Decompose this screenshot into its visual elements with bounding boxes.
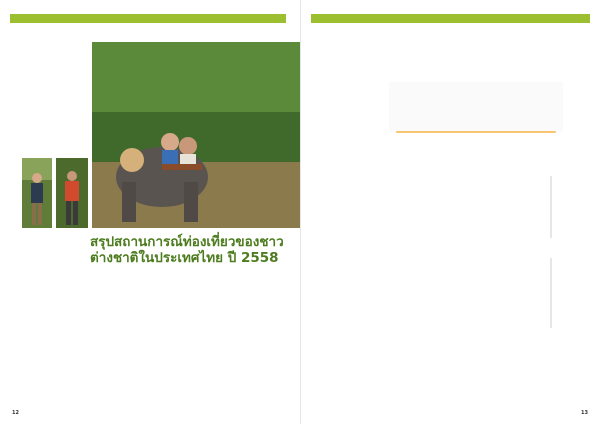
chart1-svg (361, 82, 591, 142)
chart1-frame (361, 82, 591, 142)
elephant-trekking-photo (92, 42, 300, 228)
page-number-right: 13 (581, 410, 588, 416)
tourist-photo-1 (22, 158, 52, 228)
tourist-photo-2 (56, 158, 88, 228)
page-number-left: 12 (12, 410, 19, 416)
footer-right (581, 410, 588, 416)
header-strip-right (311, 14, 590, 23)
chart3-frame (361, 258, 591, 328)
chart1-plot-area (389, 82, 563, 132)
right-page (300, 0, 600, 424)
chart2-svg (361, 176, 591, 238)
chart3-svg (361, 258, 591, 328)
chart2-frame (361, 176, 591, 238)
page-headline: สรุปสถานการณ์ท่องเที่ยวของชาวต่างชาติในประเทศไทย ปี 2558 (90, 234, 284, 266)
footer-left (12, 410, 19, 416)
header-strip-left (10, 14, 286, 23)
